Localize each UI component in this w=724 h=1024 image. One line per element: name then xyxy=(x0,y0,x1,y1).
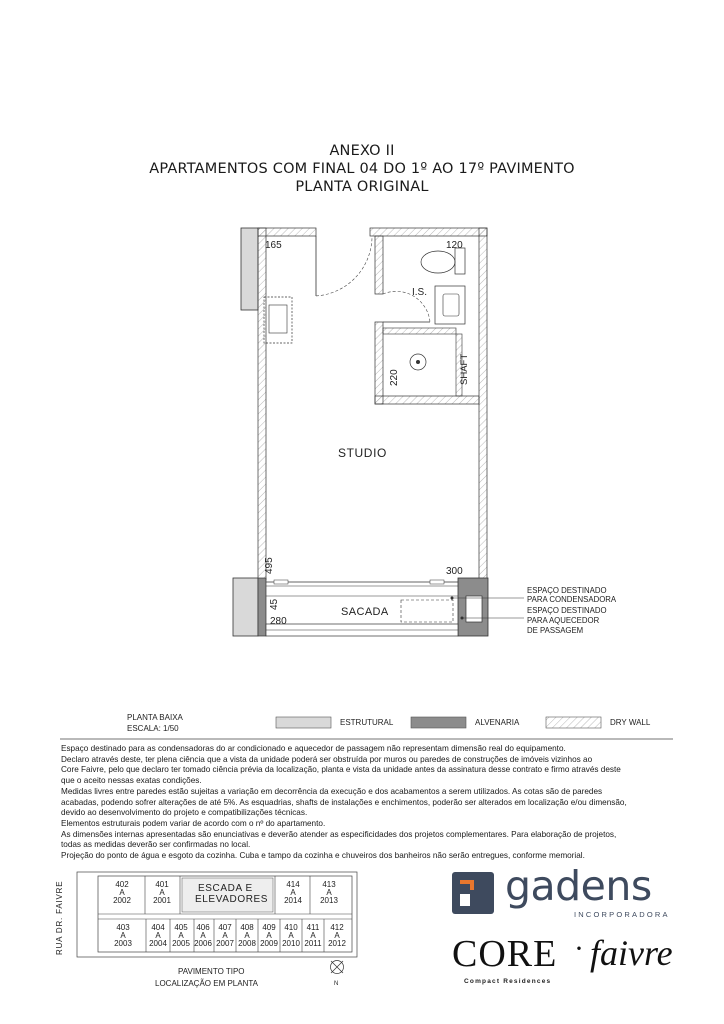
dim-300: 300 xyxy=(446,566,463,577)
unit-label: 405 xyxy=(174,923,188,932)
window-frame xyxy=(430,580,444,584)
note-line: As dimensões internas apresentadas são enunciativas e deverão atender as especificidades dos projetos complementares. Para elaboração de projetos, xyxy=(61,829,617,839)
core-dot: · xyxy=(574,932,584,965)
shower-divider xyxy=(383,328,456,334)
note-line: Projeção do ponto de água e esgoto da cozinha. Cuba e tampo da cozinha e chuveiros dos banheiros não serão entregues, conforme memorial. xyxy=(61,851,585,861)
notes-block xyxy=(61,744,671,862)
unit-label: A xyxy=(222,931,228,940)
north-label: N xyxy=(334,981,339,987)
shower-drain-center xyxy=(416,360,420,364)
toilet-tank xyxy=(455,248,465,274)
note-line: Core Faivre, pelo que declaro ter tomado ciência prévia da localização, planta e vista da unidade antes da assinatura desse contrato e firmo através deste xyxy=(61,765,621,775)
unit-label: 404 xyxy=(151,923,165,932)
dim-165: 165 xyxy=(265,240,282,251)
unit-label: A xyxy=(310,931,316,940)
callout-condenser-2: PARA CONDENSADORA xyxy=(527,595,617,604)
unit-label: A xyxy=(244,931,250,940)
legend-escala: ESCALA: 1/50 xyxy=(127,724,179,733)
legend-swatch-estrutural xyxy=(276,717,331,728)
balcony-wall-left xyxy=(258,578,266,636)
door-swing xyxy=(316,238,372,296)
key-plan xyxy=(55,872,357,988)
header-line-1: ANEXO II xyxy=(329,143,395,159)
note-line: acabadas, podendo sofrer alterações de até 5%. As esquadrias, shafts de instalações e enchimentos, poderão ser alterados em localização e/ou dimensão, xyxy=(61,797,627,807)
bath-sink xyxy=(443,294,459,316)
legend-estrutural: ESTRUTURAL xyxy=(340,718,394,727)
unit-label: 407 xyxy=(218,923,232,932)
unit-label: A xyxy=(119,888,125,897)
legend-alvenaria: ALVENARIA xyxy=(475,718,520,727)
unit-label: 413 xyxy=(322,880,336,889)
drywall-top-right xyxy=(370,228,487,236)
unit-label: 2001 xyxy=(153,896,171,905)
unit-label: 2004 xyxy=(149,939,167,948)
unit-label: 2005 xyxy=(172,939,190,948)
toilet-bowl xyxy=(421,251,455,273)
unit-label: A xyxy=(120,931,126,940)
callout-heater-3: DE PASSAGEM xyxy=(527,626,584,635)
unit-label: A xyxy=(155,931,161,940)
header-line-2: APARTAMENTOS COM FINAL 04 DO 1º AO 17º PAVIMENTO xyxy=(149,161,575,177)
callout-heater-2: PARA AQUECEDOR xyxy=(527,616,600,625)
unit-label: 2006 xyxy=(194,939,212,948)
core-wordmark: CORE xyxy=(452,933,558,975)
street-label: RUA DR. FAIVRE xyxy=(55,880,64,955)
bath-wall-left-lower xyxy=(375,322,383,404)
callout-condenser-1: ESPAÇO DESTINADO xyxy=(527,586,607,595)
bath-wall-bottom xyxy=(375,396,479,404)
core-label-2: ELEVADORES xyxy=(195,894,269,905)
unit-label: 2011 xyxy=(304,939,322,948)
dim-280: 280 xyxy=(270,616,287,627)
unit-label: 401 xyxy=(155,880,169,889)
unit-label: 2007 xyxy=(216,939,234,948)
keyplan-caption-1: PAVIMENTO TIPO xyxy=(178,967,245,976)
dim-495: 495 xyxy=(264,557,275,574)
header-line-3: PLANTA ORIGINAL xyxy=(295,179,429,195)
structural-pillar xyxy=(241,228,258,310)
unit-label: 406 xyxy=(196,923,210,932)
unit-label: A xyxy=(266,931,272,940)
bath-wall-left xyxy=(375,236,383,294)
unit-label: 2010 xyxy=(282,939,300,948)
note-line: devido ao desenvolvimento do projeto e compatibilizações técnicas. xyxy=(61,808,308,818)
dim-45: 45 xyxy=(269,598,280,610)
unit-label: A xyxy=(334,931,340,940)
legend-swatch-alvenaria xyxy=(411,717,466,728)
unit-label: 411 xyxy=(306,923,320,932)
note-line: todas as medidas deverão ser confirmadas no local. xyxy=(61,840,251,850)
bottom-units xyxy=(114,923,346,948)
balcony-pillar-left xyxy=(233,578,258,636)
gadens-logo xyxy=(450,862,670,924)
note-line: Medidas livres entre paredes estão sujeitas a variação em decorrência da execução e dos acabamentos a serem utilizados. As cotas são de paredes xyxy=(61,786,603,796)
unit-label: 2008 xyxy=(238,939,256,948)
note-line: Espaço destinado para as condensadoras do ar condicionado e aquecedor de passagem não representam dimensão real do equipamento. xyxy=(61,744,566,753)
unit-label: A xyxy=(326,888,332,897)
core-faivre-logo xyxy=(450,930,673,992)
unit-label: 2013 xyxy=(320,896,338,905)
note-line: Elementos estruturais podem variar de acordo com o nº do apartamento. xyxy=(61,818,326,828)
kitchen-counter xyxy=(264,297,292,343)
unit-label: 2003 xyxy=(114,939,132,948)
unit-label: A xyxy=(200,931,206,940)
callout-heater-1: ESPAÇO DESTINADO xyxy=(527,606,607,615)
dim-220: 220 xyxy=(389,369,400,386)
unit-label: 403 xyxy=(116,923,130,932)
kitchen-sink xyxy=(269,305,287,333)
gadens-subtitle: INCORPORADORA xyxy=(574,910,670,919)
unit-label: A xyxy=(290,888,296,897)
keyplan-caption-2: LOCALIZAÇÃO EM PLANTA xyxy=(155,979,258,988)
drywall-top-left xyxy=(258,228,316,236)
core-subtitle: Compact Residences xyxy=(464,978,552,985)
legend-planta-baixa: PLANTA BAIXA xyxy=(127,713,183,722)
room-is: I.S. xyxy=(412,287,428,298)
legend xyxy=(60,713,673,739)
drywall-right xyxy=(479,228,487,580)
room-shaft: SHAFT xyxy=(459,353,470,385)
note-line: que o aceito nessas exatas condições. xyxy=(61,776,202,786)
unit-label: 2012 xyxy=(328,939,346,948)
legend-swatch-drywall xyxy=(546,717,601,728)
unit-label: 412 xyxy=(330,923,344,932)
unit-label: 2009 xyxy=(260,939,278,948)
unit-label: 409 xyxy=(262,923,276,932)
note-line: Declaro através deste, ter plena ciência que a vista da unidade poderá ser obstruída por muros ou paredes de construções de imóveis vizinhos ao xyxy=(61,754,593,764)
unit-label: 2014 xyxy=(284,896,302,905)
floor-plan xyxy=(233,228,617,636)
drywall-left xyxy=(258,228,266,580)
heater-space xyxy=(401,600,453,622)
unit-label: A xyxy=(288,931,294,940)
room-studio: STUDIO xyxy=(338,446,387,460)
unit-label: 2002 xyxy=(113,896,131,905)
core-label-1: ESCADA E xyxy=(198,883,253,894)
dim-120: 120 xyxy=(446,240,463,251)
condenser-leader-dot xyxy=(451,597,454,600)
room-sacada: SACADA xyxy=(341,606,389,618)
unit-label: 402 xyxy=(115,880,129,889)
bath-sink-counter xyxy=(435,286,465,324)
unit-label: 414 xyxy=(286,880,300,889)
gadens-wordmark: gadens xyxy=(505,862,652,910)
legend-drywall: DRY WALL xyxy=(610,718,651,727)
faivre-wordmark: faivre xyxy=(590,933,673,973)
unit-label: 410 xyxy=(284,923,298,932)
unit-label: A xyxy=(159,888,165,897)
window-frame xyxy=(274,580,288,584)
unit-label: A xyxy=(178,931,184,940)
unit-label: 408 xyxy=(240,923,254,932)
heater-leader-dot xyxy=(461,617,464,620)
